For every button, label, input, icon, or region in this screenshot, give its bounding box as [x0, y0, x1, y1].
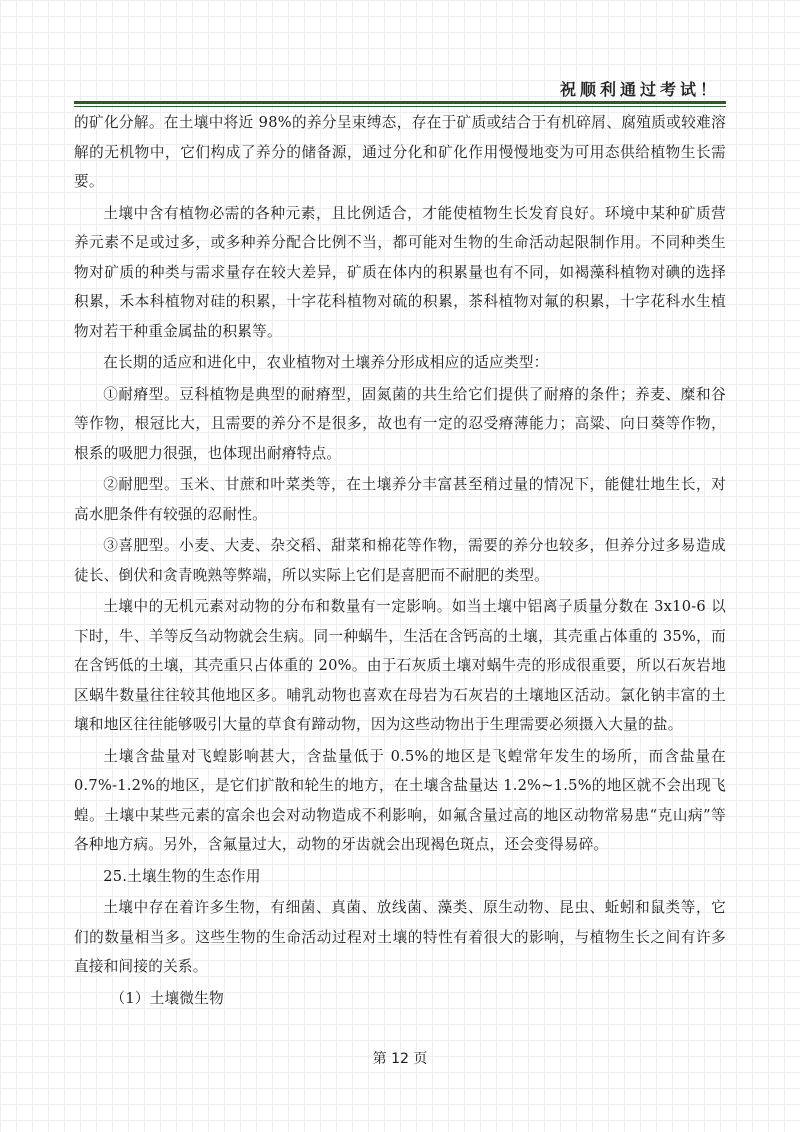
subsection-heading: （1）土壤微生物 — [110, 989, 224, 1007]
document-body — [74, 108, 726, 1015]
paragraph: 的矿化分解。在土壤中将近 98%的养分呈束缚态，存在于矿质或结合于有机碎屑、腐殖质或较难溶解的无机物中，它们构成了养分的储备源，通过分化和矿化作用慢慢地变为可用态供给植物生长需要。 — [74, 114, 726, 190]
header-motto: 祝顺利通过考试！ — [559, 80, 720, 99]
paragraph: 土壤中的无机元素对动物的分布和数量有一定影响。如当土壤中铝离子质量分数在 3x10-6 以下时，牛、羊等反刍动物就会生病。同一种蜗牛，生活在含钙高的土壤，其壳重占体重的 35%，而在含钙低的土壤，其壳重只占体重的 20%。由于石灰质土壤对蜗牛壳的形成很重要，所以石灰岩地区蜗牛数量往往较其他地区多。哺乳动物也喜欢在母岩为石灰岩的土壤地区活动。氯化钠丰富的土壤和地区往往能够吸引大量的草食有蹄动物，因为这些动物出于生理需要必须摄入大量的盐。 — [74, 598, 726, 733]
paragraph: 土壤含盐量对飞蝗影响甚大，含盐量低于 0.5%的地区是飞蝗常年发生的场所，而含盐量在 0.7%-1.2%的地区，是它们扩散和轮生的地方，在土壤含盐量达 1.2%~1.5%的地区就不会出现飞蝗。土壤中某些元素的富余也会对动物造成不利影响，如氟含量过高的地区动物常易患“克山病”等各种地方病。另外，含氟量过大，动物的牙齿就会出现褐色斑点，还会变得易碎。 — [74, 747, 726, 853]
list-item: ③喜肥型。小麦、大麦、杂交稻、甜菜和棉花等作物，需要的养分也较多，但养分过多易造成徒长、倒伏和贪青晚熟等弊端，所以实际上它们是喜肥而不耐肥的类型。 — [74, 537, 726, 584]
header-rule — [74, 101, 726, 104]
paragraph: 在长期的适应和进化中，农业植物对土壤养分形成相应的适应类型： — [103, 354, 549, 371]
section-heading: 25.土壤生物的生态作用 — [103, 867, 261, 885]
list-item: ①耐瘠型。豆科植物是典型的耐瘠型，固氮菌的共生给它们提供了耐瘠的条件；养麦、糜和谷等作物，根冠比大，且需要的养分不是很多，故也有一定的忍受瘠薄能力；高粱、向日葵等作物，根系的吸肥力很强，也体现出耐瘠特点。 — [74, 385, 726, 462]
page-number: 第 12 页 — [372, 1051, 428, 1067]
paragraph: 土壤中存在着许多生物，有细菌、真菌、放线菌、藻类、原生动物、昆虫、蚯蚓和鼠类等，它们的数量相当多。这些生物的生命活动过程对土壤的特性有着很大的影响，与植物生长之间有许多直接和间接的关系。 — [74, 899, 726, 975]
list-item: ②耐肥型。玉米、甘蔗和叶菜类等，在土壤养分丰富甚至稍过量的情况下，能健壮地生长，对高水肥条件有较强的忍耐性。 — [74, 476, 726, 523]
paragraph: 土壤中含有植物必需的各种元素，且比例适合，才能使植物生长发育良好。环境中某种矿质营养元素不足或过多，或多种养分配合比例不当，都可能对生物的生命活动起限制作用。不同种类生物对矿质的种类与需求量存在较大差异，矿质在体内的积累量也有不同，如褐藻科植物对碘的选择积累，禾本科植物对硅的积累，十字花科植物对硫的积累，茶科植物对氟的积累，十字花科水生植物对若干种重金属盐的积累等。 — [74, 204, 726, 340]
header-rule-thin — [74, 106, 726, 107]
